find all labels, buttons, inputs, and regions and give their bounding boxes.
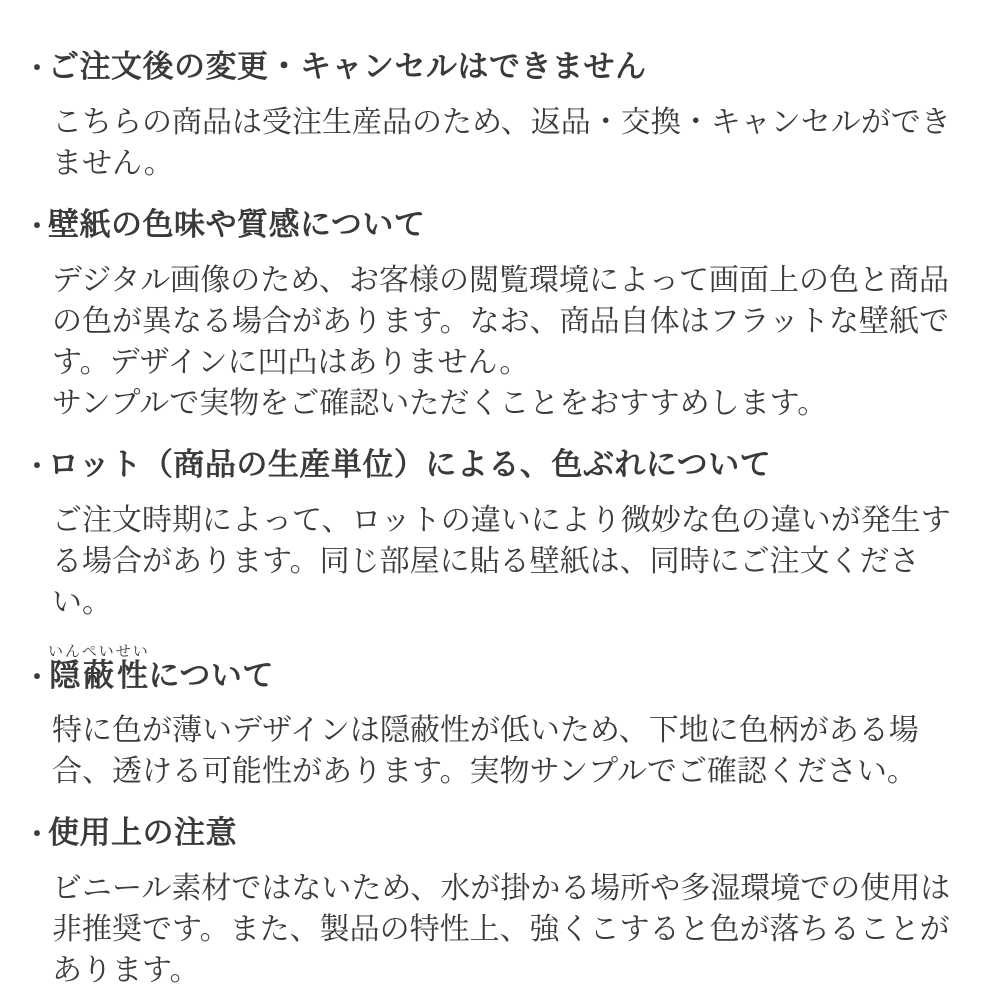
body-paragraph: 特に色が薄いデザインは隠蔽性が低いため、下地に色柄がある場合、透ける可能性があります。実物サンプルでご確認ください。	[52, 714, 919, 789]
section-heading: ロット（商品の生産単位）による、色ぶれについて	[48, 446, 772, 482]
section-heading-row	[24, 812, 970, 854]
bullet-marker: ・	[24, 661, 51, 692]
ruby-furigana-text: いんぺいせい	[48, 642, 150, 660]
body-paragraph: ご注文時期によって、ロットの違いにより微妙な色の違いが発生する場合があります。同じ部屋に貼る壁紙は、同時にご注文ください。	[52, 503, 951, 619]
body-paragraph: ビニール素材ではないため、水が掛かる場所や多湿環境での使用は非推奨です。また、製品の特性上、強くこすると色が落ちることがあります。	[52, 872, 951, 988]
ruby-base-text: 隠蔽性	[48, 657, 150, 693]
section-heading: 使用上の注意	[48, 815, 237, 851]
body-paragraph: デジタル画像のため、お客様の閲覧環境によって画面上の色と商品の色が異なる場合があります。なお、商品自体はフラットな壁紙です。デザインに凹凸はありません。	[52, 263, 949, 379]
section-body	[52, 868, 970, 991]
notice-section-color-texture	[24, 204, 970, 424]
section-body	[52, 260, 970, 424]
section-heading: 壁紙の色味や質感について	[48, 206, 426, 242]
section-body	[52, 102, 970, 184]
bullet-marker: ・	[24, 53, 51, 83]
bullet-marker: ・	[24, 450, 51, 481]
section-body	[52, 500, 970, 623]
bullet-marker: ・	[24, 819, 51, 850]
section-heading-suffix: について	[148, 657, 274, 693]
section-body	[52, 710, 970, 792]
notice-section-opacity	[24, 643, 970, 793]
section-heading-row	[24, 46, 970, 88]
section-heading: ご注文後の変更・キャンセルはできません	[48, 49, 647, 84]
notice-section-lot-variation	[24, 444, 970, 623]
notice-section-usage-caution	[24, 812, 970, 991]
bullet-marker: ・	[24, 210, 51, 241]
notice-section-cancellation	[24, 46, 970, 184]
ruby-annotated-word	[48, 642, 150, 693]
body-paragraph: サンプルで実物をご確認いただくことをおすすめします。	[52, 386, 828, 420]
section-heading	[48, 643, 274, 697]
section-heading-row	[24, 643, 970, 697]
section-heading-row	[24, 444, 970, 486]
section-heading-row	[24, 204, 970, 246]
body-paragraph: こちらの商品は受注生産品のため、返品・交換・キャンセルができません。	[52, 105, 951, 180]
